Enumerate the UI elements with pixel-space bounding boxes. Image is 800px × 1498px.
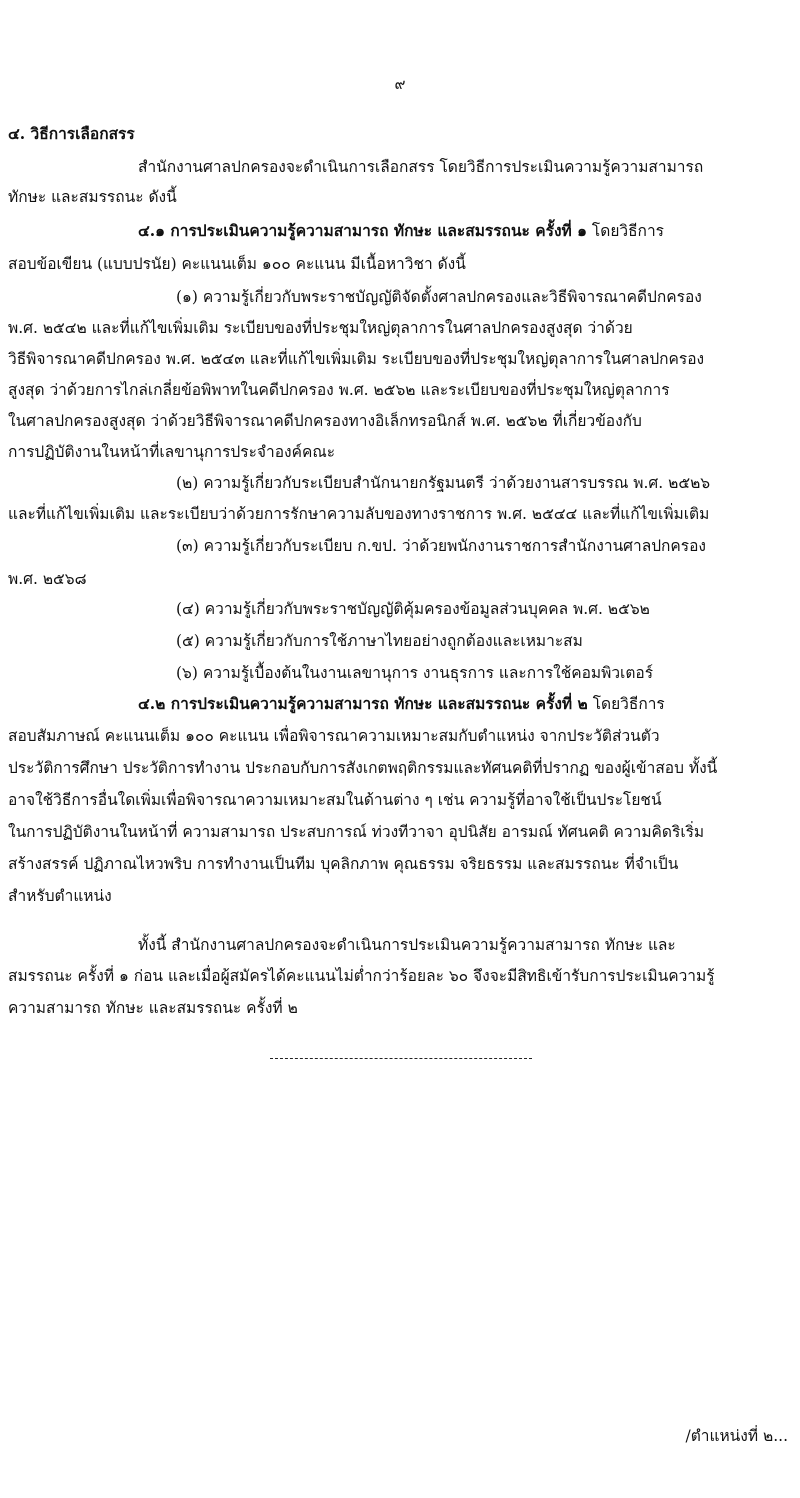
intro-line-1: สำนักงานศาลปกครองจะดำเนินการเลือกสรร โดยวิธีการประเมินความรู้ความสามารถ — [138, 158, 704, 176]
subsection-4-2-line-3: ประวัติการศึกษา ประวัติการทำงาน ประกอบกับการสังเกตพฤติกรรมและทัศนคติที่ปรากฏ ของผู้เข้าสอบ ทั้งนี้ — [8, 759, 718, 777]
subsection-4-2-method: โดยวิธีการ — [592, 695, 665, 713]
item-2-line-2: และที่แก้ไขเพิ่มเติม และระเบียบว่าด้วยการรักษาความลับของทางราชการ พ.ศ. ๒๕๔๔ และที่แก้ไขเพิ่มเติม — [8, 505, 710, 523]
subsection-4-2-title: ๔.๒ การประเมินความรู้ความสามารถ ทักษะ และสมรรถนะ ครั้งที่ ๒ — [138, 694, 588, 713]
subsection-4-1-heading — [138, 221, 664, 241]
item-1-line-1: (๑) ความรู้เกี่ยวกับพระราชบัญญัติจัดตั้งศาลปกครองและวิธีพิจารณาคดีปกครอง — [176, 288, 702, 306]
subsection-4-1-title: ๔.๑ การประเมินความรู้ความสามารถ ทักษะ และสมรรถนะ ครั้งที่ ๑ — [138, 221, 587, 240]
subsection-4-1-method: โดยวิธีการ — [591, 222, 664, 240]
subsection-4-1-line-2: สอบข้อเขียน (แบบปรนัย) คะแนนเต็ม ๑๐๐ คะแนน มีเนื้อหาวิชา ดังนี้ — [8, 255, 466, 273]
subsection-4-2-line-5: ในการปฏิบัติงานในหน้าที่ ความสามารถ ประสบการณ์ ท่วงทีวาจา อุปนิสัย อารมณ์ ทัศนคติ ความคิดริเริ่ม — [8, 823, 705, 841]
item-4: (๔) ความรู้เกี่ยวกับพระราชบัญญัติคุ้มครองข้อมูลส่วนบุคคล พ.ศ. ๒๕๖๒ — [176, 600, 650, 618]
separator-rule — [270, 1058, 532, 1059]
page-number: ๙ — [394, 75, 406, 93]
item-2-line-1: (๒) ความรู้เกี่ยวกับระเบียบสำนักนายกรัฐมนตรี ว่าด้วยงานสารบรรณ พ.ศ. ๒๕๒๖ — [176, 474, 711, 492]
intro-line-2: ทักษะ และสมรรถนะ ดังนี้ — [8, 188, 177, 206]
item-1-line-2: พ.ศ. ๒๕๔๒ และที่แก้ไขเพิ่มเติม ระเบียบของที่ประชุมใหญ่ตุลาการในศาลปกครองสูงสุด ว่าด้วย — [8, 319, 633, 337]
item-5: (๕) ความรู้เกี่ยวกับการใช้ภาษาไทยอย่างถูกต้องและเหมาะสม — [176, 632, 583, 650]
subsection-4-2-line-2: สอบสัมภาษณ์ คะแนนเต็ม ๑๐๐ คะแนน เพื่อพิจารณาความเหมาะสมกับตำแหน่ง จากประวัติส่วนตัว — [8, 727, 660, 745]
subsection-4-2-line-6: สร้างสรรค์ ปฏิภาณไหวพริบ การทำงานเป็นทีม บุคลิกภาพ คุณธรรม จริยธรรม และสมรรถนะ ที่จำเป็น — [8, 855, 679, 873]
subsection-4-2-heading — [138, 694, 665, 714]
subsection-4-2-line-7: สำหรับตำแหน่ง — [8, 887, 112, 905]
item-1-line-6: การปฏิบัติงานในหน้าที่เลขานุการประจำองค์คณะ — [8, 443, 336, 461]
item-1-line-5: ในศาลปกครองสูงสุด ว่าด้วยวิธีพิจารณาคดีปกครองทางอิเล็กทรอนิกส์ พ.ศ. ๒๕๖๒ ที่เกี่ยวข้องกับ — [8, 412, 642, 430]
section-heading: ๔. วิธีการเลือกสรร — [8, 124, 135, 143]
subsection-4-2-line-4: อาจใช้วิธีการอื่นใดเพิ่มเพื่อพิจารณาความเหมาะสมในด้านต่าง ๆ เช่น ความรู้ที่อาจใช้เป็นประโยชน์ — [8, 791, 662, 809]
continuation-footer: /ตำแหน่งที่ ๒... — [685, 1427, 788, 1445]
closing-line-3: ความสามารถ ทักษะ และสมรรถนะ ครั้งที่ ๒ — [8, 999, 298, 1017]
closing-line-2: สมรรถนะ ครั้งที่ ๑ ก่อน และเมื่อผู้สมัครได้คะแนนไม่ต่ำกว่าร้อยละ ๖๐ จึงจะมีสิทธิเข้ารับการประเมินความรู้ — [8, 967, 715, 985]
item-1-line-3: วิธีพิจารณาคดีปกครอง พ.ศ. ๒๕๔๓ และที่แก้ไขเพิ่มเติม ระเบียบของที่ประชุมใหญ่ตุลาการในศาลปกครอง — [8, 350, 705, 368]
item-6: (๖) ความรู้เบื้องต้นในงานเลขานุการ งานธุรการ และการใช้คอมพิวเตอร์ — [176, 664, 654, 682]
item-3-line-2: พ.ศ. ๒๕๖๘ — [8, 570, 87, 588]
item-3-line-1: (๓) ความรู้เกี่ยวกับระเบียบ ก.ขป. ว่าด้วยพนักงานราชการสำนักงานศาลปกครอง — [176, 537, 706, 555]
item-1-line-4: สูงสุด ว่าด้วยการไกล่เกลี่ยข้อพิพาทในคดีปกครอง พ.ศ. ๒๕๖๒ และระเบียบของที่ประชุมใหญ่ตุลาการ — [8, 381, 670, 399]
closing-line-1: ทั้งนี้ สำนักงานศาลปกครองจะดำเนินการประเมินความรู้ความสามารถ ทักษะ และ — [138, 936, 676, 954]
